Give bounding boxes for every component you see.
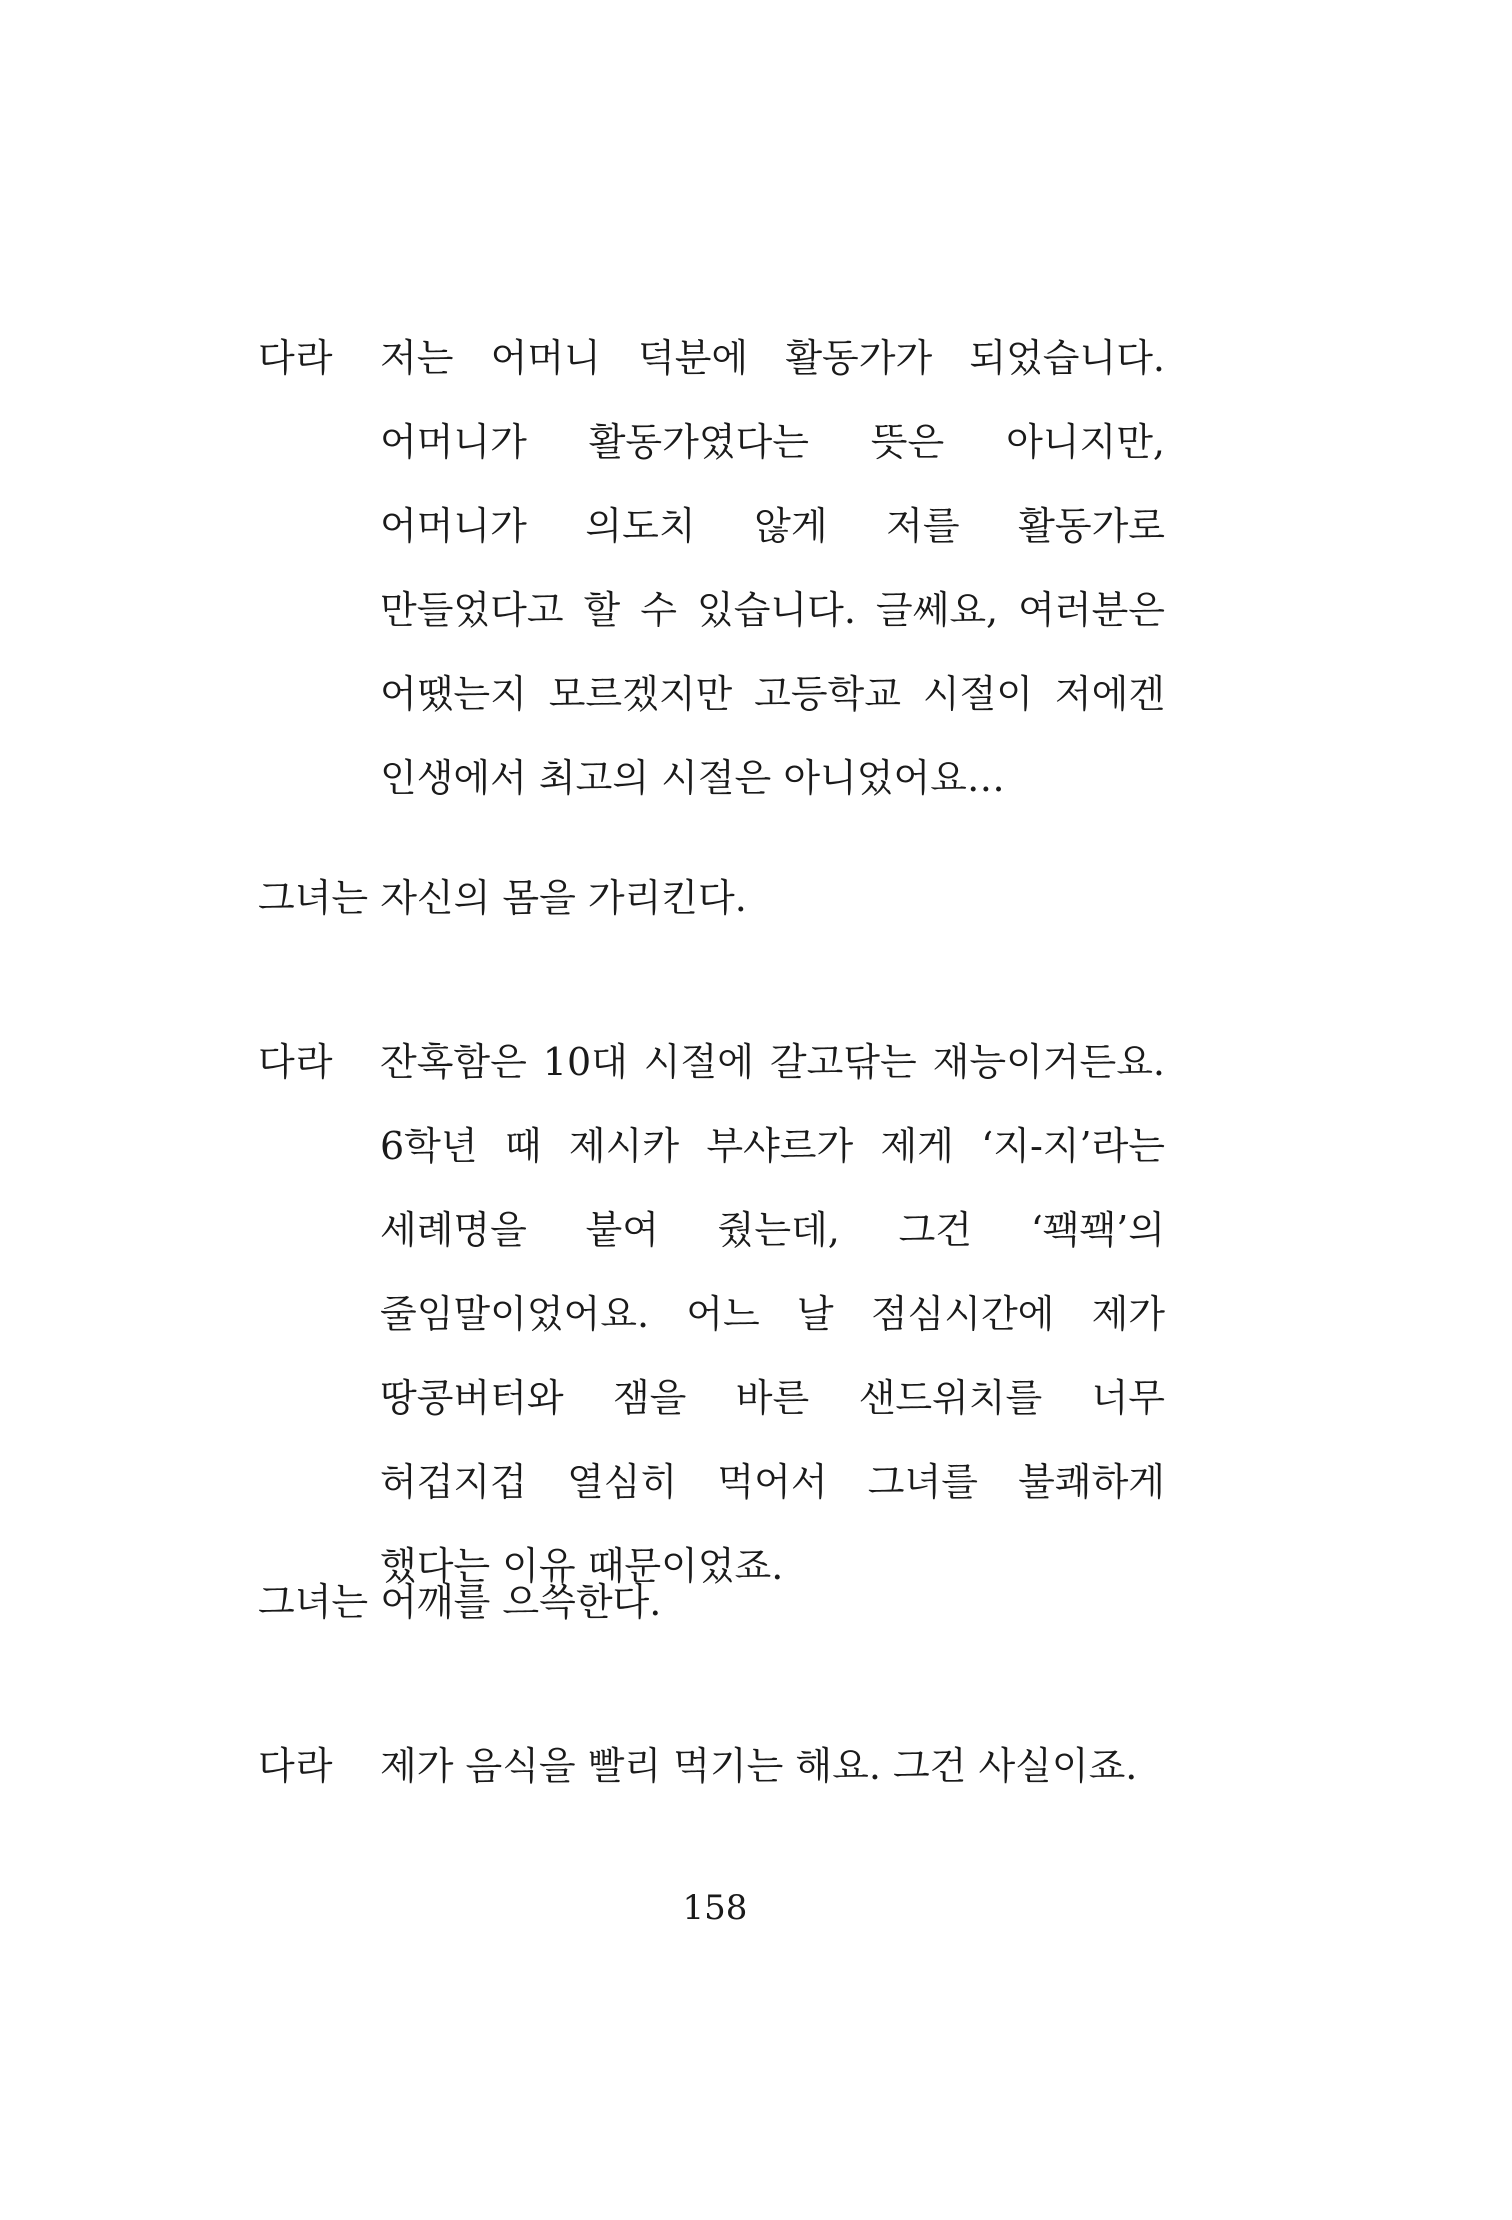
speaker-name: 다라: [258, 1744, 334, 1788]
speaker-name: 다라: [258, 336, 334, 380]
stage-direction: 그녀는 어깨를 으쓱한다.: [258, 1580, 662, 1624]
dialogue-text: 저는 어머니 덕분에 활동가가 되었습니다. 어머니가 활동가였다는 뜻은 아니지만, 어머니가 의도치 않게 저를 활동가로 만들었다고 할 수 있습니다. 글쎄요, 여러분은 어땠는지 모르겠지만 고등학교 시절이 저에겐 인생에서 최고의 시절은 아니었어요…: [380, 336, 1165, 800]
dialogue-text: 잔혹함은 10대 시절에 갈고닦는 재능이거든요. 6학년 때 제시카 부샤르가 제게 ‘지-지’라는 세례명을 붙여 줬는데, 그건 ‘꽥꽥’의 줄임말이었어요. 어느 날 점심시간에 제가 땅콩버터와 잼을 바른 샌드위치를 너무 허겁지겁 열심히 먹어서 그녀를 불쾌하게 했다는 이유 때문이었죠.: [380, 1040, 1165, 1588]
dialogue-text: 제가 음식을 빨리 먹기는 해요. 그건 사실이죠.: [380, 1744, 1138, 1788]
stage-direction: 그녀는 자신의 몸을 가리킨다.: [258, 876, 747, 920]
page-number: 158: [682, 1888, 748, 1928]
speaker-name: 다라: [258, 1040, 334, 1084]
